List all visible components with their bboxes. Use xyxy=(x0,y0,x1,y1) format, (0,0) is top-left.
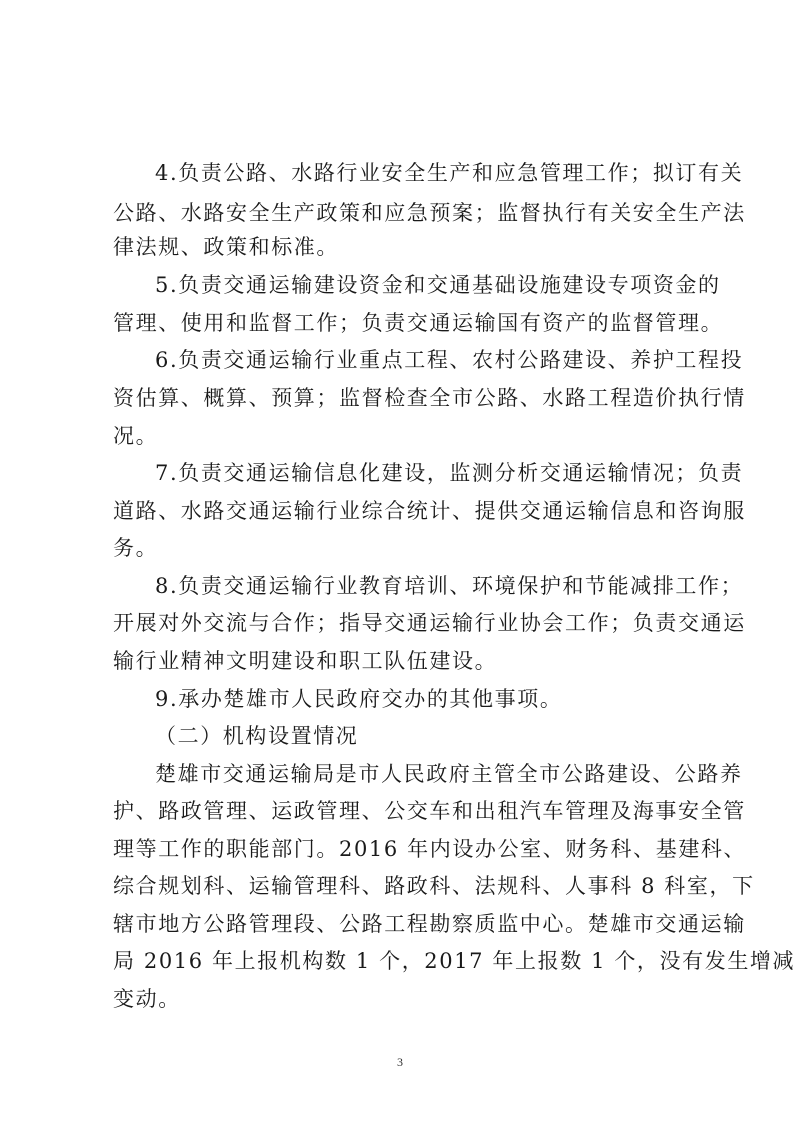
paragraph-7-line-3: 务。 xyxy=(113,536,159,560)
paragraph-org-line-7: 变动。 xyxy=(113,987,181,1011)
paragraph-org-line-5: 辖市地方公路管理段、公路工程勘察质监中心。楚雄市交通运输 xyxy=(113,912,746,936)
paragraph-7-line-2: 道路、水路交通运输行业综合统计、提供交通运输信息和咨询服 xyxy=(113,499,746,523)
paragraph-org-line-1: 楚雄市交通运输局是市人民政府主管全市公路建设、公路养 xyxy=(155,762,743,786)
paragraph-4-line-2: 公路、水路安全生产政策和应急预案；监督执行有关安全生产法 xyxy=(113,201,746,225)
paragraph-6-line-2: 资估算、概算、预算；监督检查全市公路、水路工程造价执行情 xyxy=(113,386,746,410)
paragraph-6-line-1: 6.负责交通运输行业重点工程、农村公路建设、养护工程投 xyxy=(155,348,744,372)
paragraph-org-line-6: 局 2016 年上报机构数 1 个，2017 年上报数 1 个，没有发生增减 xyxy=(113,949,796,973)
paragraph-9-line-1: 9.承办楚雄市人民政府交办的其他事项。 xyxy=(155,687,563,711)
section-heading: （二）机构设置情况 xyxy=(155,724,359,748)
page-number: 3 xyxy=(397,1055,403,1069)
paragraph-8-line-3: 输行业精神文明建设和职工队伍建设。 xyxy=(113,649,498,673)
paragraph-org-line-4: 综合规划科、运输管理科、路政科、法规科、人事科 8 科室，下 xyxy=(113,874,755,898)
paragraph-org-line-3: 理等工作的职能部门。2016 年内设办公室、财务科、基建科、 xyxy=(113,837,747,861)
paragraph-4-line-1: 4.负责公路、水路行业安全生产和应急管理工作；拟订有关 xyxy=(155,161,744,185)
paragraph-5-line-2: 管理、使用和监督工作；负责交通运输国有资产的监督管理。 xyxy=(113,311,724,335)
paragraph-org-line-2: 护、路政管理、运政管理、公交车和出租汽车管理及海事安全管 xyxy=(113,799,746,823)
paragraph-7-line-1: 7.负责交通运输信息化建设，监测分析交通运输情况；负责 xyxy=(155,461,744,485)
paragraph-4-line-3: 律法规、政策和标准。 xyxy=(113,235,339,259)
paragraph-8-line-1: 8.负责交通运输行业教育培训、环境保护和节能减排工作； xyxy=(155,574,744,598)
paragraph-6-line-3: 况。 xyxy=(113,424,159,448)
paragraph-8-line-2: 开展对外交流与合作；指导交通运输行业协会工作；负责交通运 xyxy=(113,611,746,635)
paragraph-5-line-1: 5.负责交通运输建设资金和交通基础设施建设专项资金的 xyxy=(155,273,721,297)
